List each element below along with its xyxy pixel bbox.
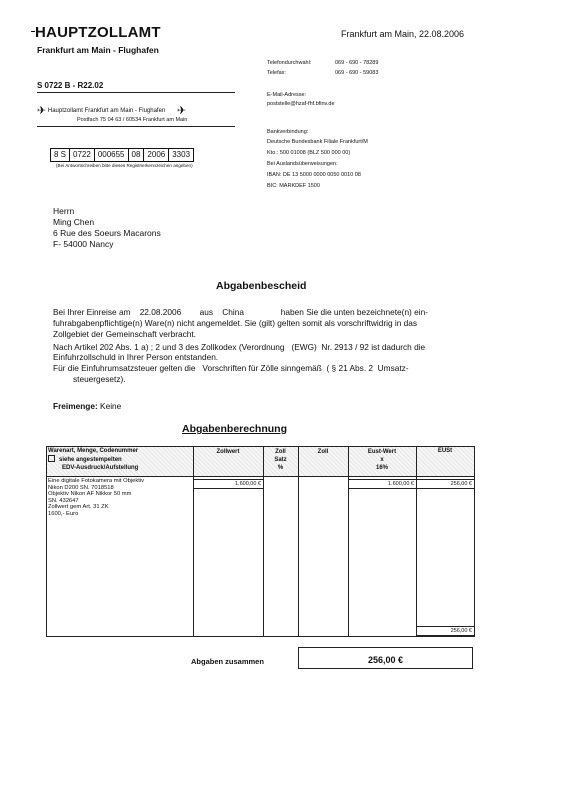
bic: BIC: MARKDEF 1500 bbox=[267, 183, 320, 189]
phone-value: 069 - 690 - 78289 bbox=[335, 60, 379, 66]
item-desc-line: Eine digitale Fotokamera mit Objektiv bbox=[48, 478, 145, 484]
sender-address-line bbox=[37, 104, 186, 117]
phone-label: Telefondurchwahl: bbox=[267, 60, 312, 66]
paragraph-line: Für die Einfuhrumsatzsteuer gelten die Vorschriften für Zölle sinngemäß ( § 21 Abs. 2 Umsatz- bbox=[53, 363, 409, 373]
col-eust-wert-header bbox=[348, 448, 416, 472]
calculation-table bbox=[46, 446, 475, 637]
registration-number-box bbox=[50, 148, 194, 162]
table-border bbox=[46, 636, 475, 637]
item-desc-line: Nikon D200 SN. 7018518 bbox=[48, 484, 114, 491]
sum-label: Abgaben zusammen bbox=[191, 657, 264, 666]
sender-office: Hauptzollamt Frankfurt am Main - Flughafen bbox=[47, 108, 166, 114]
col-goods-header bbox=[48, 447, 193, 472]
bank-name: Deutsche Bundesbank Filiale Frankfurt/M bbox=[267, 139, 368, 145]
item-desc-line: Zollwert gem Art. 31 ZK bbox=[48, 504, 109, 510]
calculation-title: Abgabenberechnung bbox=[182, 423, 288, 435]
office-subtitle: Frankfurt am Main - Flughafen bbox=[37, 45, 159, 55]
reference-number: S 0722 B - R22.02 bbox=[37, 81, 104, 90]
fax-label: Telefax: bbox=[267, 70, 286, 76]
col-zoll-header: Zoll bbox=[317, 449, 329, 455]
reg-field: 0722 bbox=[70, 149, 95, 161]
item-desc-line: Objektiv Nikon AF Nikkor 50 mm bbox=[48, 491, 132, 497]
col-zollsatz-header bbox=[263, 448, 298, 472]
header-text: % bbox=[277, 465, 284, 471]
sender-postbox: Postfach 75 04 63 / 60534 Frankfurt am Main bbox=[77, 117, 188, 123]
col-zollwert-header: Zollwert bbox=[216, 449, 240, 455]
header-text: Eust-Wert bbox=[367, 449, 397, 455]
table-border bbox=[298, 446, 299, 637]
item-eust-wert: 1.600,00 € bbox=[348, 479, 417, 489]
free-allowance bbox=[53, 401, 121, 411]
paragraph-line: fuhrabgabenpflichtige(n) Ware(n) nicht angemeldet. Sie (gilt) gelten somit als vorschriftwidrig in das bbox=[53, 318, 418, 328]
email-value: poststelle@hzaf-fhf.bfinv.de bbox=[267, 101, 335, 107]
table-border bbox=[263, 446, 264, 637]
office-title: HAUPTZOLLAMT bbox=[35, 24, 161, 41]
airplane-icon: ✈ bbox=[37, 105, 47, 117]
airplane-icon: ✈ bbox=[176, 105, 187, 117]
header-text: x bbox=[380, 457, 384, 463]
place-date: Frankfurt am Main, 22.08.2006 bbox=[341, 29, 465, 39]
table-border bbox=[46, 476, 475, 477]
table-border bbox=[46, 446, 47, 637]
item-zollwert: 1.600,00 € bbox=[193, 479, 264, 489]
document-title: Abgabenbescheid bbox=[216, 280, 307, 292]
item-desc-line: SN. 432647 bbox=[48, 497, 79, 504]
paragraph-line: Nach Artikel 202 Abs. 1 a) ; 2 und 3 des Zollkodex (Verordnung (EWG) Nr. 2913 / 92 ist dadurch die bbox=[53, 342, 426, 352]
paragraph-line: steuergesetz). bbox=[73, 374, 126, 384]
bank-label: Bankverbindung: bbox=[267, 129, 309, 135]
email-label: E-Mail-Adresse: bbox=[267, 92, 307, 98]
table-border bbox=[474, 446, 475, 637]
reg-field: 000655 bbox=[95, 149, 129, 161]
header-text: EDV-Ausdruck/Aufstellung bbox=[62, 465, 139, 471]
divider bbox=[37, 92, 235, 93]
item-desc-line: 1600,- Euro bbox=[48, 510, 79, 517]
reg-field: 3303 bbox=[172, 150, 191, 159]
header-checkbox-line bbox=[48, 455, 193, 464]
free-allowance-value: Keine bbox=[100, 401, 122, 411]
sum-value: 256,00 € bbox=[368, 655, 404, 665]
header-text: Warenart, Menge, Codenummer bbox=[48, 448, 139, 454]
free-allowance-label: Freimenge: bbox=[53, 401, 98, 411]
checkbox bbox=[48, 455, 55, 462]
recipient-salutation: Herrn bbox=[53, 206, 75, 216]
recipient-city: F- 54000 Nancy bbox=[53, 239, 114, 249]
iban: IBAN: DE 13 5000 0000 0050 0010 08 bbox=[267, 172, 361, 178]
table-border bbox=[348, 446, 349, 637]
item-description bbox=[48, 478, 144, 517]
eust-total: 256,00 € bbox=[416, 626, 475, 636]
header-text: siehe angestempelten bbox=[59, 457, 122, 463]
header-text: Satz bbox=[274, 457, 287, 463]
registration-note: (Bei Antwortschreiben bitte dieses Registrierkennzeichen angeben) bbox=[56, 163, 193, 168]
header-text: 16% bbox=[375, 465, 388, 471]
table-border bbox=[416, 446, 417, 637]
recipient-street: 6 Rue des Soeurs Macarons bbox=[53, 228, 161, 238]
paragraph-line: Bei Ihrer Einreise am 22.08.2006 aus China haben Sie die unten bezeichnete(n) ein- bbox=[53, 307, 428, 317]
reg-field: 8 S bbox=[51, 149, 70, 161]
table-border bbox=[193, 446, 194, 637]
paragraph-line: Zollgebiet der Gemeinschaft verbracht. bbox=[53, 329, 196, 339]
foreign-transfer-label: Bei Auslandsüberweisungen: bbox=[267, 161, 338, 167]
fax-value: 069 - 690 - 59083 bbox=[335, 70, 379, 76]
bank-account: Kto.: 500 01008 (BLZ 500 000 00) bbox=[267, 150, 351, 156]
reg-field: 08 bbox=[129, 149, 145, 161]
reg-field: 2006 bbox=[144, 149, 169, 161]
paragraph-line: Einfuhrzollschuld in Ihrer Person entstanden. bbox=[53, 352, 219, 362]
col-eust-header: EUSt bbox=[437, 448, 453, 454]
header-text: Zoll bbox=[275, 449, 286, 455]
divider bbox=[37, 126, 235, 127]
recipient-name: Ming Chen bbox=[53, 217, 95, 227]
item-eust: 256,00 € bbox=[416, 479, 475, 489]
